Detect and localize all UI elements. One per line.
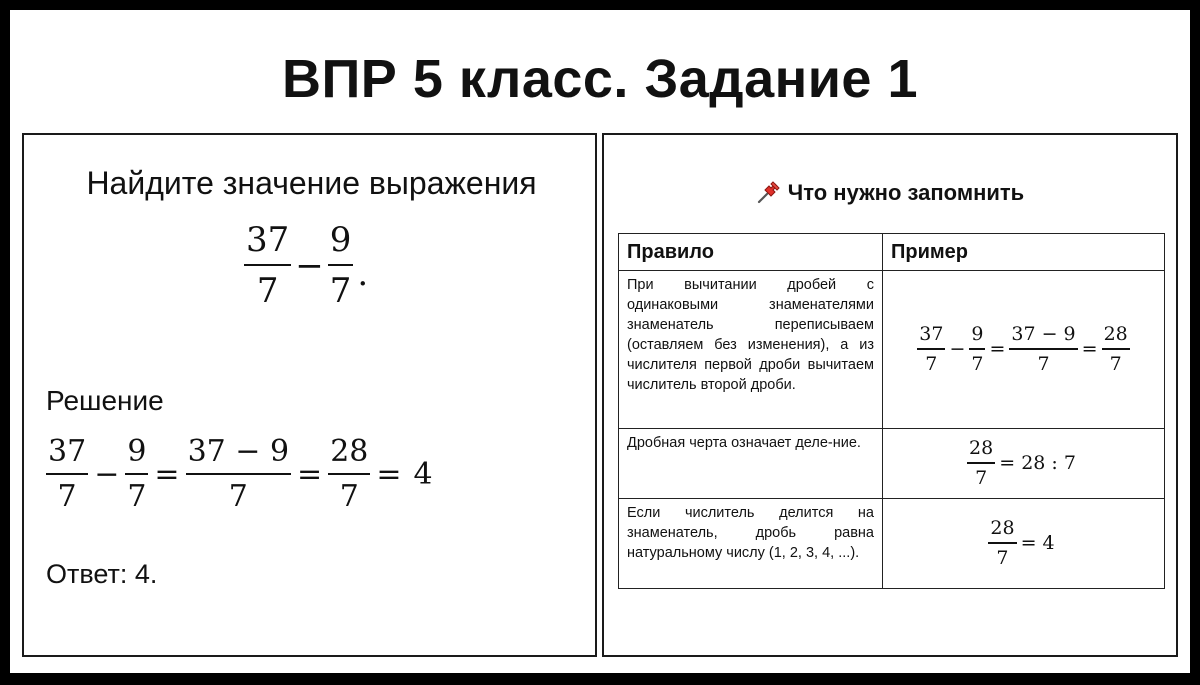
fraction [967, 439, 995, 488]
reminder-panel [602, 133, 1178, 657]
header-example: Пример [883, 234, 1165, 271]
denominator: 7 [339, 479, 359, 514]
fraction [186, 434, 291, 514]
denominator: 7 [127, 479, 147, 514]
fraction [46, 434, 88, 514]
equals-sign: = [297, 456, 323, 492]
minus-sign: − [295, 245, 324, 286]
equals-sign: = [1081, 338, 1098, 360]
division-equality: = 28 : 7 [999, 452, 1076, 474]
denominator: 7 [228, 479, 248, 514]
numerator: 37 − 9 [187, 434, 290, 469]
fraction [917, 325, 945, 374]
denominator: 7 [256, 271, 279, 311]
fraction-9-7 [328, 220, 354, 311]
denominator: 7 [925, 352, 938, 375]
denominator: 7 [1037, 352, 1050, 375]
equals-sign: = [154, 456, 180, 492]
numerator: 28 [990, 517, 1015, 540]
table-row [619, 429, 1165, 499]
fraction-bar [328, 264, 354, 266]
fraction-bar [1009, 348, 1077, 350]
task-prompt: Найдите значение выражения [86, 165, 537, 201]
example-cell [883, 271, 1165, 429]
fraction-bar [967, 462, 995, 464]
header-rule: Правило [619, 234, 883, 271]
example-expression [988, 519, 1058, 568]
fraction [988, 519, 1016, 568]
fraction-bar [186, 473, 291, 475]
denominator: 7 [57, 479, 77, 514]
rules-table [618, 233, 1165, 589]
result-equality: = 4 [1020, 532, 1055, 554]
period: . [357, 254, 369, 294]
fraction [328, 434, 370, 514]
reminder-title: Что нужно запомнить [787, 180, 1025, 205]
denominator: 7 [996, 546, 1009, 569]
table-row [619, 271, 1165, 429]
numerator: 28 [969, 437, 994, 460]
reminder-heading [604, 179, 1176, 211]
page-frame [10, 10, 1190, 673]
denominator: 7 [1109, 352, 1122, 375]
numerator: 37 [246, 220, 290, 260]
numerator: 9 [329, 220, 352, 260]
denominator: 7 [975, 466, 988, 489]
fraction-bar [969, 348, 985, 350]
minus-sign: − [949, 338, 966, 360]
solution-expression [46, 434, 439, 514]
page-title: ВПР 5 класс. Задание 1 [281, 49, 918, 109]
minus-sign: − [94, 456, 120, 492]
fraction-bar [244, 264, 291, 266]
numerator: 37 [919, 323, 944, 346]
fraction-bar [1102, 348, 1130, 350]
fraction-bar [988, 542, 1016, 544]
solution-label: Решение [46, 385, 164, 416]
numerator: 37 − 9 [1011, 323, 1076, 346]
task-expression [244, 220, 369, 311]
numerator: 28 [330, 434, 369, 469]
fraction-bar [328, 473, 370, 475]
numerator: 28 [1103, 323, 1128, 346]
equals-sign: = [376, 456, 402, 492]
numerator: 9 [971, 323, 984, 346]
numerator: 37 [48, 434, 87, 469]
fraction [1009, 325, 1077, 374]
example-cell [883, 429, 1165, 499]
rule-text: При вычитании дробей с одинаковыми знаменателями знаменатель переписываем (оставляем без изменения), а из числителя первой дроби вычитаем числитель второй дроби. [619, 271, 883, 429]
result-value: 4 [413, 456, 433, 492]
example-expression [917, 325, 1130, 374]
task-panel [22, 133, 597, 657]
fraction-bar [917, 348, 945, 350]
pushpin-icon [756, 179, 782, 211]
example-expression [967, 439, 1080, 488]
table-header-row [619, 234, 1165, 271]
fraction-bar [125, 473, 148, 475]
denominator: 7 [329, 271, 352, 311]
example-cell [883, 499, 1165, 589]
table-row [619, 499, 1165, 589]
fraction [125, 434, 148, 514]
answer-text: Ответ: 4. [46, 559, 158, 589]
denominator: 7 [971, 352, 984, 375]
numerator: 9 [127, 434, 147, 469]
rule-text: Если числитель делится на знаменатель, дробь равна натуральному числу (1, 2, 3, 4, ...). [619, 499, 883, 589]
fraction-bar [46, 473, 88, 475]
rule-text: Дробная черта означает деле-ние. [619, 429, 883, 499]
fraction-37-7 [244, 220, 291, 311]
fraction [969, 325, 985, 374]
equals-sign: = [989, 338, 1006, 360]
fraction [1102, 325, 1130, 374]
